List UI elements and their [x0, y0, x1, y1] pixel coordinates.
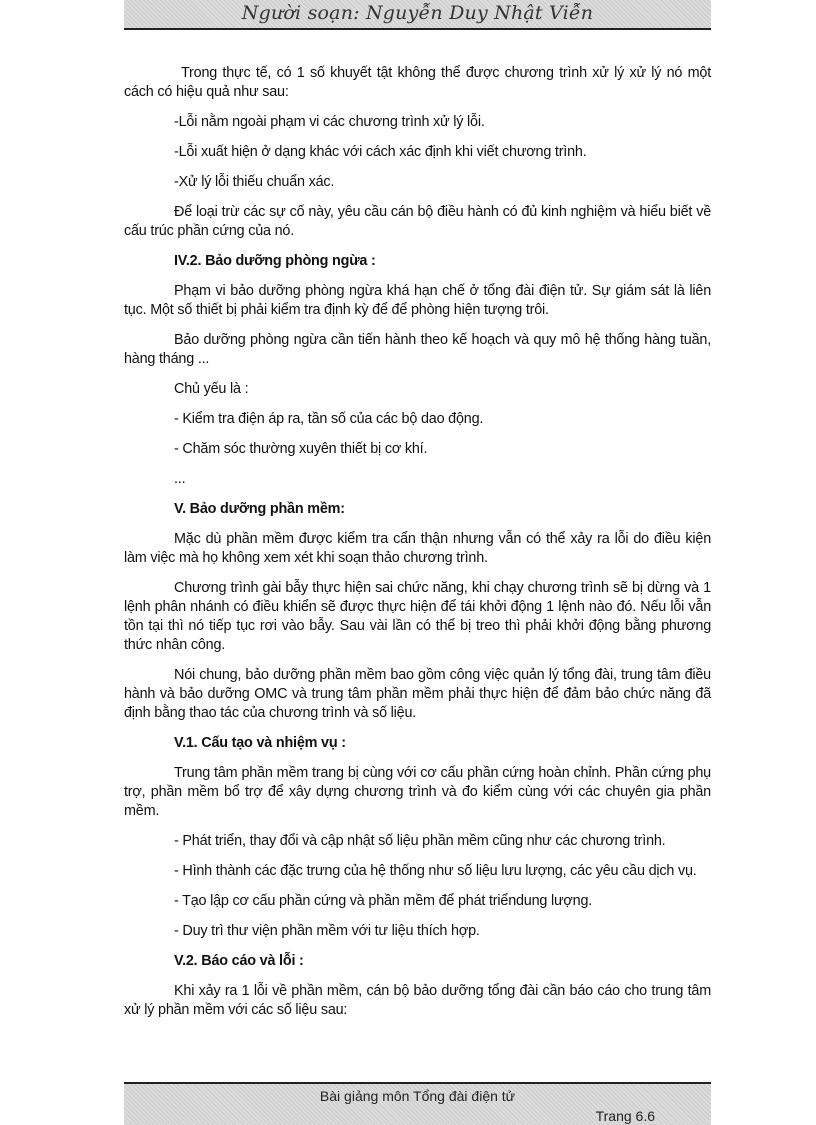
list-item: -Xử lý lỗi thiếu chuẩn xác.: [174, 174, 335, 190]
list-item: - Kiểm tra điện áp ra, tần số của các bộ dao động.: [174, 411, 484, 427]
paragraph: Nói chung, bảo dưỡng phần mềm bao gồm công việc quản lý tổng đài, trung tâm điều hành và bảo dưỡng OMC và trung tâm phần mềm phải thực hiện để đảm bảo chức năng đã định bằng thao tác của chương trình và số liệu.: [124, 667, 711, 721]
list-item: - Tạo lập cơ cấu phần cứng và phần mềm để phát triểndung lượng.: [174, 893, 593, 909]
paragraph: Khi xảy ra 1 lỗi về phần mềm, cán bộ bảo dưỡng tổng đài cần báo cáo cho trung tâm xử lý phần mềm với các số liệu sau:: [124, 983, 711, 1018]
list-item: - Phát triển, thay đổi và cập nhật số liệu phần mềm cũng như các chương trình.: [174, 833, 666, 849]
page-number: Trang 6.6: [595, 1108, 655, 1124]
section-heading-v: V. Bảo dưỡng phần mềm:: [174, 501, 345, 517]
list-item: - Duy trì thư viện phần mềm với tư liệu thích hợp.: [174, 923, 480, 939]
list-item: -Lỗi nằm ngoài phạm vi các chương trình xử lý lỗi.: [174, 114, 485, 130]
page-header: [124, 0, 711, 30]
paragraph: Trong thực tế, có 1 số khuyết tật không thể được chương trình xử lý xử lý nó một cách có hiệu quả như sau:: [124, 65, 711, 100]
section-heading-v1: V.1. Cấu tạo và nhiệm vụ :: [174, 735, 346, 751]
page-footer: [124, 1082, 711, 1125]
paragraph: Chương trình gài bẫy thực hiện sai chức năng, khi chạy chương trình sẽ bị dừng và 1 lệnh phân nhánh có điều khiển sẽ được thực hiện để tái khởi động 1 lệnh nào đó. Nếu lỗi vẫn tồn tại thì nó tiếp tục rơi vào bẫy. Sau vài lần có thể bị treo thì phải khởi động bằng phương thức nhân công.: [124, 580, 711, 653]
paragraph: Để loại trừ các sự cố này, yêu cầu cán bộ điều hành có đủ kinh nghiệm và hiểu biết về cấu trúc phần cứng của nó.: [124, 204, 711, 239]
paragraph: Chủ yếu là :: [174, 381, 249, 397]
page-body: [124, 64, 711, 1031]
list-item: -Lỗi xuất hiện ở dạng khác với cách xác định khi viết chương trình.: [174, 144, 587, 160]
ellipsis: ...: [174, 471, 186, 487]
list-item: - Chăm sóc thường xuyên thiết bị cơ khí.: [174, 441, 428, 457]
list-item: - Hình thành các đặc trưng của hệ thống như số liệu lưu lượng, các yêu cầu dịch vụ.: [174, 863, 697, 879]
section-heading-v2: V.2. Báo cáo và lỗi :: [174, 953, 304, 969]
footer-course-title: Bài giảng môn Tổng đài điện tử: [319, 1088, 516, 1104]
section-heading-iv2: IV.2. Bảo dưỡng phòng ngừa :: [174, 253, 376, 269]
header-author: Người soạn: Nguyễn Duy Nhật Viễn: [241, 2, 594, 24]
paragraph: Phạm vi bảo dưỡng phòng ngừa khá hạn chế ở tổng đài điện tử. Sự giám sát là liên tục. Một số thiết bị phải kiểm tra định kỳ để để phòng hiện tượng trôi.: [124, 283, 711, 318]
paragraph: Bảo dưỡng phòng ngừa cần tiến hành theo kế hoạch và quy mô hệ thống hàng tuần, hàng tháng ...: [124, 332, 711, 367]
paragraph: Trung tâm phần mềm trang bị cùng với cơ cấu phần cứng hoàn chỉnh. Phần cứng phụ trợ, phần mềm bổ trợ để xây dựng chương trình và đo kiểm cùng với các chuyên gia phần mềm.: [124, 765, 711, 819]
paragraph: Mặc dù phần mềm được kiểm tra cẩn thận nhưng vẫn có thể xảy ra lỗi do điều kiện làm việc mà họ không xem xét khi soạn thảo chương trình.: [124, 531, 711, 566]
